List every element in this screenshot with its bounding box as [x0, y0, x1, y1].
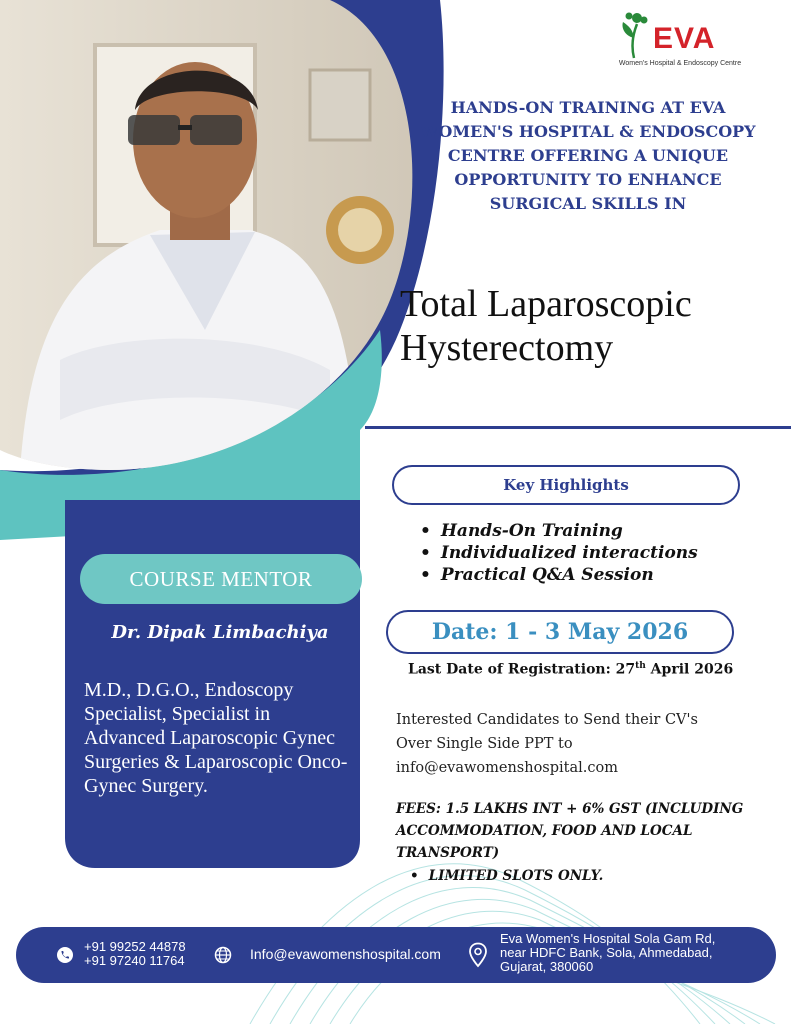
- globe-icon: [214, 946, 232, 964]
- footer-email[interactable]: Info@evawomenshospital.com: [250, 946, 441, 962]
- key-highlights-title: Key Highlights: [392, 465, 740, 505]
- application-line2: Over Single Side PPT to: [396, 736, 573, 752]
- list-item: • Individualized interactions: [420, 542, 780, 564]
- logo-name: EVA: [653, 22, 716, 55]
- phone-2[interactable]: +91 97240 11764: [84, 953, 185, 968]
- address-line3: Gujarat, 380060: [500, 959, 594, 974]
- list-item: • Practical Q&A Session: [420, 564, 780, 586]
- highlights-list: [420, 520, 780, 586]
- address-line2: near HDFC Bank, Sola, Ahmedabad,: [500, 945, 713, 960]
- limited-slots: • LIMITED SLOTS ONLY.: [410, 868, 603, 884]
- phone-numbers[interactable]: [84, 940, 186, 968]
- application-line1: Interested Candidates to Send their CV's: [396, 712, 698, 728]
- last-date-registration: [408, 661, 788, 678]
- footer-address: [500, 932, 715, 974]
- phone-icon: [56, 946, 74, 964]
- course-date: Date: 1 - 3 May 2026: [386, 610, 734, 654]
- course-title: [400, 282, 780, 370]
- flower-icon: [617, 8, 651, 60]
- list-item: • Hands-On Training: [420, 520, 780, 542]
- fees-text: FEES: 1.5 LAKHS INT + 6% GST (INCLUDING ACCOMMODATION, FOOD AND LOCAL TRANSPORT): [396, 801, 744, 861]
- headline: HANDS-ON TRAINING AT EVA WOMEN'S HOSPITAL & ENDOSCOPY CENTRE OFFERING A UNIQUE OPPORTUNITY TO ENHANCE SURGICAL SKILLS IN: [420, 98, 756, 213]
- course-title-line2: Hysterectomy: [400, 327, 614, 369]
- mentor-qualifications: M.D., D.G.O., Endoscopy Specialist, Specialist in Advanced Laparoscopic Gynec Surgeries & Laparoscopic Onco-Gynec Surgery.: [84, 679, 348, 797]
- mentor-name: Dr. Dipak Limbachiya: [111, 622, 329, 643]
- eva-logo: [615, 8, 745, 70]
- application-info: [396, 708, 776, 780]
- last-date-prefix: Last Date of Registration: 27: [408, 661, 636, 678]
- logo-tagline: Women's Hospital & Endoscopy Centre: [618, 60, 742, 67]
- divider-line: [365, 426, 791, 429]
- course-mentor-label: COURSE MENTOR: [80, 554, 362, 604]
- course-title-line1: Total Laparoscopic: [400, 283, 692, 325]
- application-email[interactable]: info@evawomenshospital.com: [396, 760, 618, 776]
- contact-footer: [16, 927, 776, 983]
- mentor-photo: [0, 0, 440, 480]
- location-pin-icon: [468, 942, 488, 968]
- address-line1: Eva Women's Hospital Sola Gam Rd,: [500, 931, 716, 946]
- last-date-sup: th: [635, 661, 646, 671]
- last-date-suffix: April 2026: [645, 661, 734, 678]
- phone-1[interactable]: +91 99252 44878: [84, 939, 186, 954]
